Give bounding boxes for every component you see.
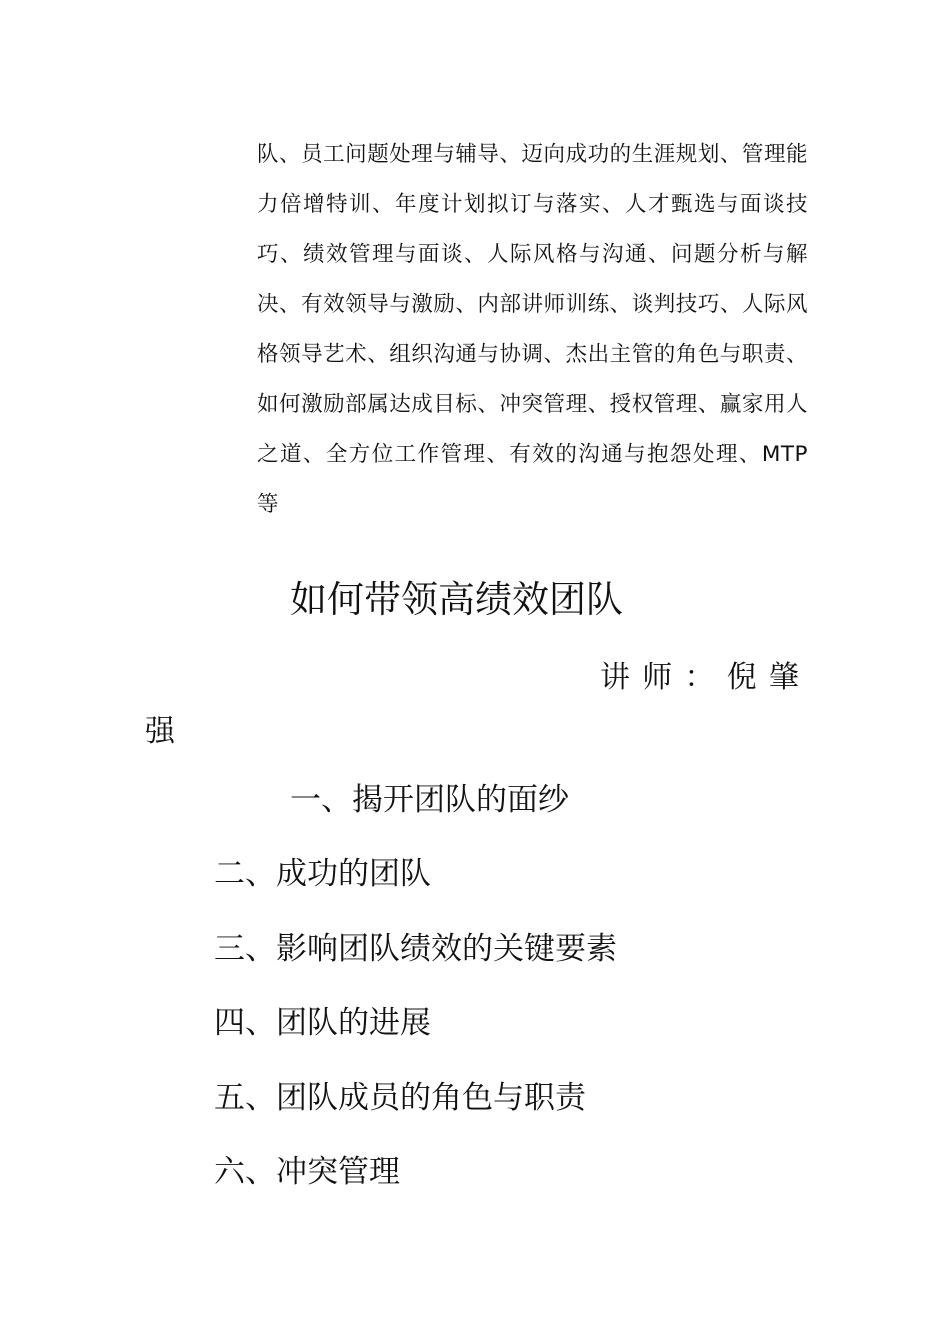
toc-item: 一、揭开团队的面纱 [290,782,569,818]
document-title: 如何带领高绩效团队 [290,578,623,621]
toc-item: 四、团队的进展 [214,1005,431,1041]
toc-item: 二、成功的团队 [214,856,431,892]
course-list-paragraph: 队、员工问题处理与辅导、迈向成功的生涯规划、管理能力倍增特训、年度计划拟订与落实、人才甄选与面谈技巧、绩效管理与面谈、人际风格与沟通、问题分析与解决、有效领导与激励、内部讲师训练、谈判技巧、人际风格领导艺术、组织沟通与协调、杰出主管的角色与职责、如何激励部属达成目标、冲突管理、授权管理、赢家用人之道、全方位工作管理、有效的沟通与抱怨处理、MTP等 [257,142,808,517]
toc-item: 六、冲突管理 [214,1154,400,1190]
toc-item: 三、影响团队绩效的关键要素 [214,931,617,967]
lecturer-line: 讲师：倪肇强 [145,660,808,749]
toc-item: 五、团队成员的角色与职责 [214,1080,586,1116]
